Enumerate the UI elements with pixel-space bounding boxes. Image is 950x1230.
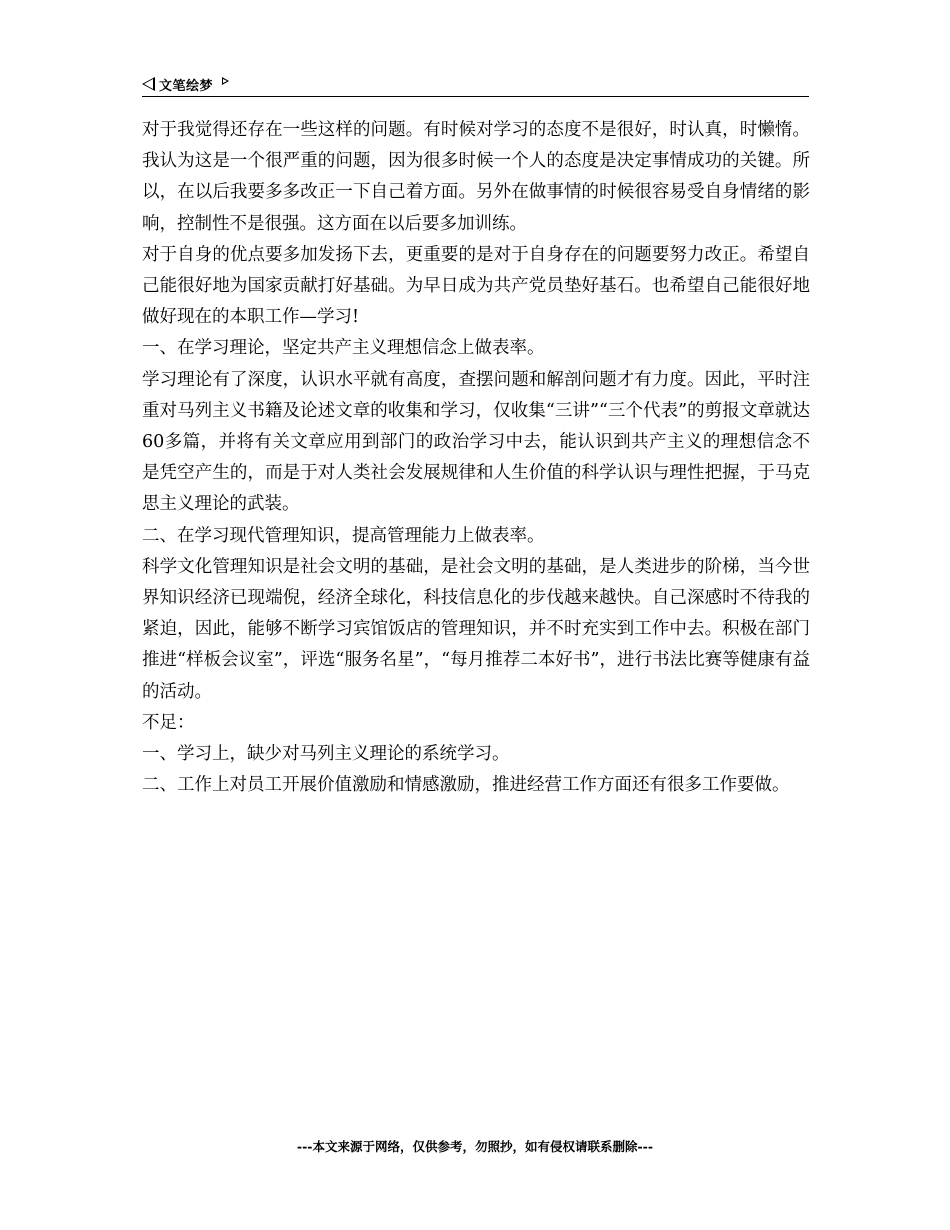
right-triangle-icon: [222, 77, 229, 85]
paragraph: 科学文化管理知识是社会文明的基础，是社会文明的基础，是人类进步的阶梯，当今世界知识经济已现端倪，经济全球化，科技信息化的步伐越来越快。自己深感时不待我的紧迫，因此，能够不断学习宾馆饭店的管理知识，并不时充实到工作中去。积极在部门推进“样板会议室”，评选“服务名星”，“每月推荐二本好书”，进行书法比赛等健康有益的活动。: [142, 556, 810, 702]
list-item: 二、工作上对员工开展价值激励和情感激励，推进经营工作方面还有很多工作要做。: [142, 775, 790, 796]
paragraph: 学习理论有了深度，认识水平就有高度，查摆问题和解剖问题才有力度。因此，平时注重对马列主义书籍及论述文章的收集和学习，仅收集“三讲”“三个代表”的剪报文章就达60多篇，并将有关文章应用到部门的政治学习中去，能认识到共产主义的理想信念不是凭空产生的，而是于对人类社会发展规律和人生价值的科学认识与理性把握，于马克思主义理论的武装。: [142, 369, 810, 515]
section-heading: 二、在学习现代管理知识，提高管理能力上做表率。: [142, 525, 545, 546]
page-footer: ---本文来源于网络，仅供参考，勿照抄，如有侵权请联系删除---: [296, 1139, 654, 1154]
section-heading: 一、在学习理论，坚定共产主义理想信念上做表率。: [142, 338, 545, 359]
left-triangle-icon: [142, 77, 155, 91]
section-heading: 不足：: [142, 712, 195, 733]
paragraph: 对于我觉得还存在一些这样的问题。有时候对学习的态度不是很好，时认真，时懒惰。我认为这是一个很严重的问题，因为很多时候一个人的态度是决定事情成功的关键。所以，在以后我要多多改正一下自己着方面。另外在做事情的时候很容易受自身情绪的影响，控制性不是很强。这方面在以后要多加训练。: [142, 120, 810, 234]
list-item: 一、学习上，缺少对马列主义理论的系统学习。: [142, 744, 510, 765]
document-body: [142, 115, 810, 801]
page-header: [142, 72, 809, 97]
header-brand: 文笔绘梦: [159, 78, 214, 94]
paragraph: 对于自身的优点要多加发扬下去，更重要的是对于自身存在的问题要努力改正。希望自己能很好地为国家贡献打好基础。为早日成为共产党员垫好基石。也希望自己能很好地做好现在的本职工作—学习!: [142, 244, 810, 328]
